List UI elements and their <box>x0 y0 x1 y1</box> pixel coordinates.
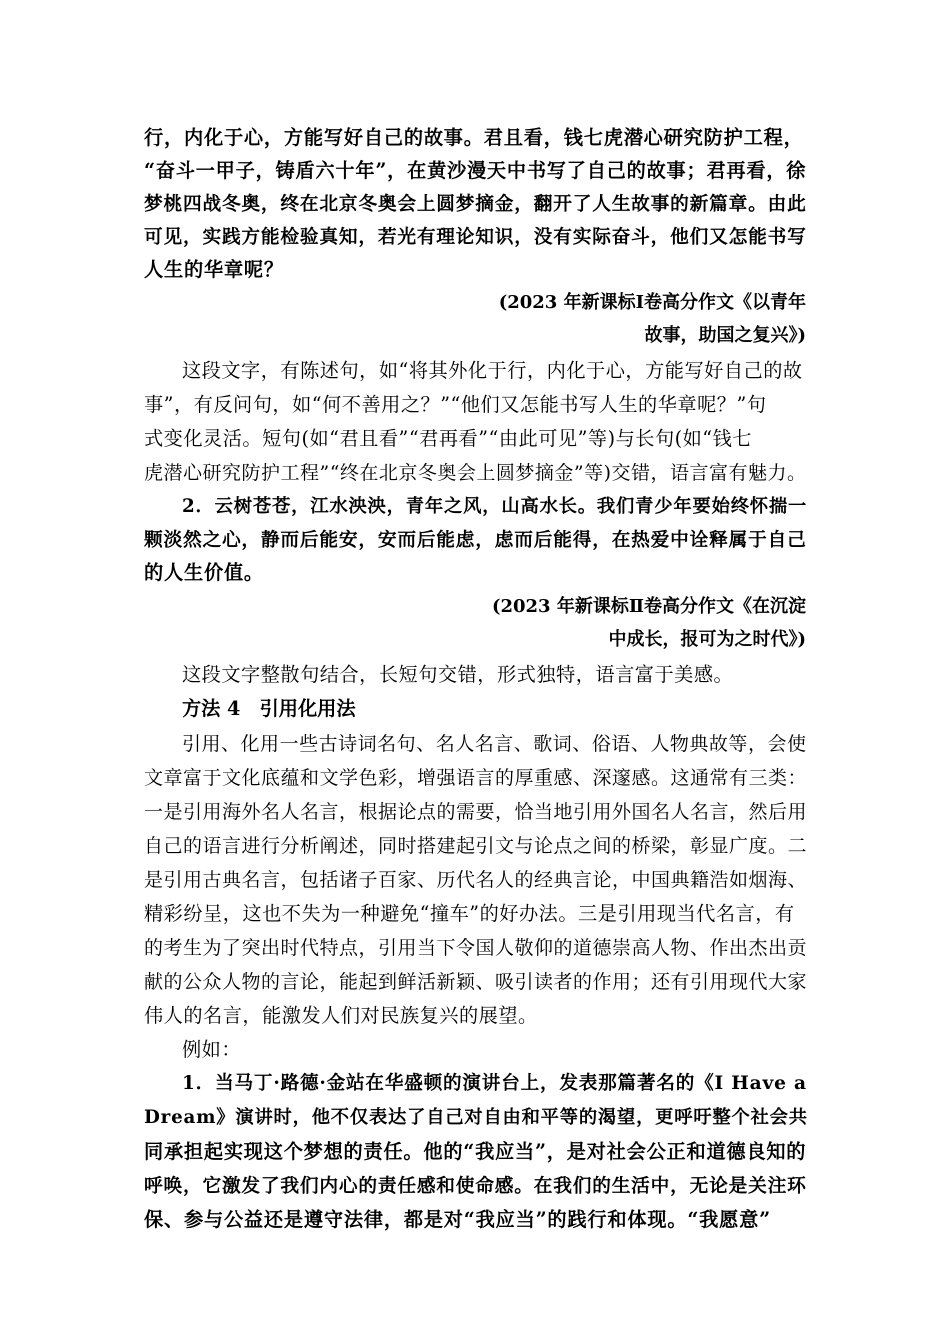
excerpt-line: 同承担起实现这个梦想的责任。他的“我应当”，是对社会公正和道德良知的 <box>144 1140 807 1163</box>
body-line: 伟人的名言，能激发人们对民族复兴的展望。 <box>144 1004 538 1027</box>
excerpt-line: 人生的华章呢？ <box>144 258 284 281</box>
excerpt-line: 可见，实践方能检验真知，若光有理论知识，没有实际奋斗，他们又怎能书写 <box>144 226 807 248</box>
body-line: 的考生为了突出时代特点，引用当下令国人敬仰的道德崇高人物、作出杰出贡 <box>144 937 808 959</box>
source-citation: (2023 年新课标Ⅱ卷高分作文《在沉淀 <box>491 596 806 617</box>
source-citation: (2023 年新课标Ⅰ卷高分作文《以青年 <box>498 292 806 313</box>
analysis-line: 事”，有反问句，如“何不善用之？”“他们又怎能书写人生的华章呢？”句 <box>144 393 767 416</box>
body-line: 精彩纷呈，这也不失为一种避免“撞车”的好办法。三是引用现当代名言，有 <box>144 902 795 925</box>
source-citation: 中成长，报可为之时代》) <box>608 629 806 650</box>
source-citation: 故事，助国之复兴》) <box>644 325 806 346</box>
analysis-line: 这段文字整散句结合，长短句交错，形式独特，语言富于美感。 <box>182 663 734 686</box>
body-line: 是引用古典名言，包括诸子百家、历代名人的经典言论，中国典籍浩如烟海、 <box>144 869 808 891</box>
body-line: 献的公众人物的言论，能起到鲜活新颖、吸引读者的作用；还有引用现代大家 <box>144 971 808 993</box>
analysis-line: 虎潜心研究防护工程”“终在北京冬奥会上圆梦摘金”等)交错，语言富有魅力。 <box>144 462 807 484</box>
excerpt-line: Dream》演讲时，他不仅表达了自己对自由和平等的渴望，更呼吁整个社会共 <box>144 1107 808 1128</box>
excerpt-line: 1．当马丁·路德·金站在华盛顿的演讲台上，发表那篇著名的《I Have a <box>182 1073 807 1094</box>
excerpt-line: 2．云树苍苍，江水泱泱，青年之风，山高水长。我们青少年要始终怀揣一 <box>182 496 808 517</box>
method-heading: 方法 4 引用化用法 <box>182 697 356 720</box>
body-line: 文章富于文化底蕴和文学色彩，增强语言的厚重感、深邃感。这通常有三类： <box>144 767 808 789</box>
analysis-line: 这段文字，有陈述句，如“将其外化于行，内化于心，方能写好自己的故 <box>182 359 803 382</box>
excerpt-line: 行，内化于心，方能写好自己的故事。君且看，钱七虎潜心研究防护工程， <box>144 126 804 149</box>
body-line: 引用、化用一些古诗词名句、名人名言、歌词、俗语、人物典故等，会使 <box>182 733 807 755</box>
example-label: 例如： <box>182 1038 242 1061</box>
analysis-line: 式变化灵活。短句(如“君且看”“君再看”“由此可见”等)与长句(如“钱七 <box>144 427 752 450</box>
excerpt-line: 颗淡然之心，静而后能安，安而后能虑，虑而后能得，在热爱中诠释属于自己 <box>144 529 807 551</box>
body-line: 一是引用海外名人名言，根据论点的需要，恰当地引用外国名人名言，然后用 <box>144 801 808 823</box>
excerpt-line: 梦桃四战冬奥，终在北京冬奥会上圆梦摘金，翻开了人生故事的新篇章。由此 <box>144 193 807 215</box>
excerpt-line: 保、参与公益还是遵守法律，都是对“我应当”的践行和体现。“我愿意” <box>144 1208 771 1231</box>
excerpt-line: “奋斗一甲子，铸盾六十年”，在黄沙漫天中书写了自己的故事；君再看，徐 <box>144 159 807 182</box>
excerpt-line: 呼唤，它激发了我们内心的责任感和使命感。在我们的生活中，无论是关注环 <box>144 1175 807 1197</box>
document-body <box>144 121 808 1231</box>
excerpt-line: 的人生价值。 <box>144 561 264 584</box>
body-line: 自己的语言进行分析阐述，同时搭建起引文与论点之间的桥梁，彰显广度。二 <box>144 835 808 857</box>
